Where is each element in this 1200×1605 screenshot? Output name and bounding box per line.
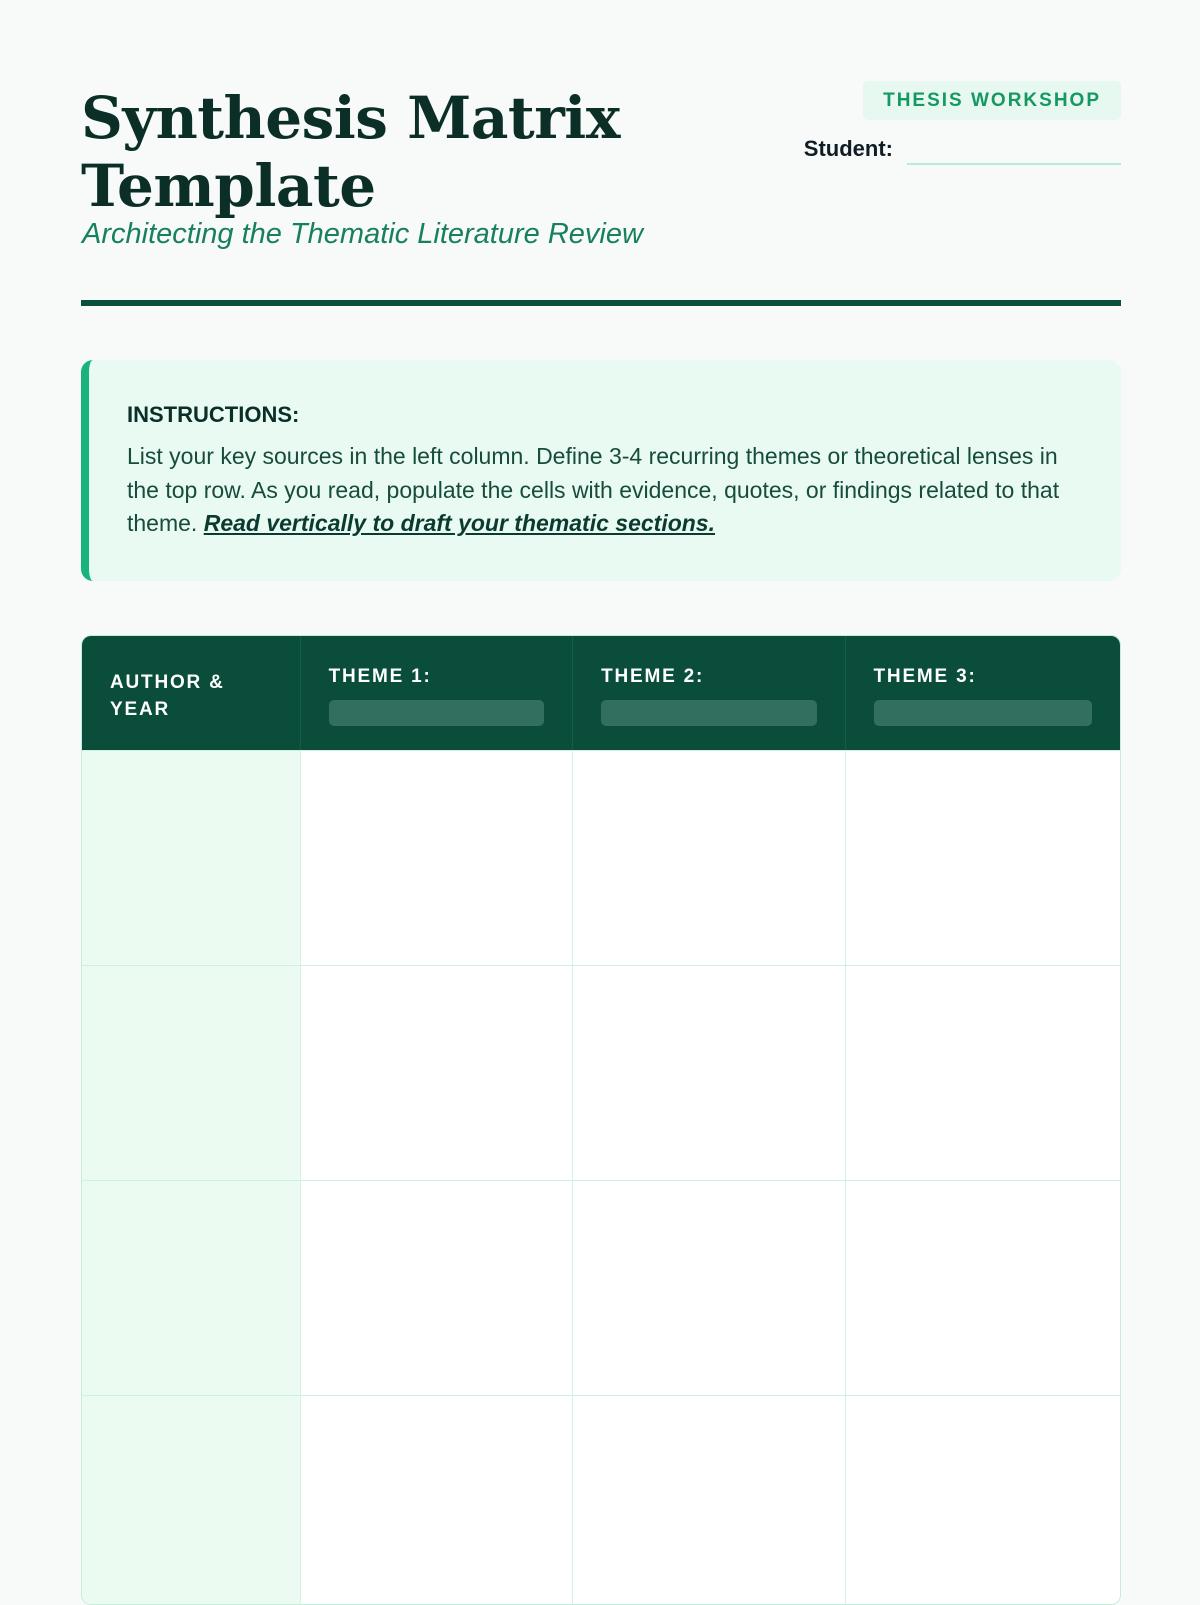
instructions-text <box>127 440 1081 541</box>
theme-1-cell[interactable] <box>301 751 573 965</box>
theme-2-cell[interactable] <box>573 966 845 1180</box>
theme-1-input[interactable] <box>329 700 544 726</box>
course-badge: THESIS WORKSHOP <box>863 81 1121 120</box>
worksheet-page <box>81 0 1121 720</box>
student-label: Student: <box>803 136 893 161</box>
table-row <box>82 750 1120 965</box>
theme-1-header <box>301 636 573 750</box>
header <box>81 0 1121 306</box>
theme-3-cell[interactable] <box>846 1396 1120 1605</box>
matrix-header-row <box>82 636 1120 750</box>
synthesis-matrix-table <box>81 635 1121 1605</box>
table-row <box>82 1180 1120 1395</box>
theme-2-input[interactable] <box>601 700 816 726</box>
table-row <box>82 1395 1120 1605</box>
student-name-input[interactable] <box>907 135 1121 165</box>
theme-3-cell[interactable] <box>846 1181 1120 1395</box>
author-year-label: AUTHOR & YEAR <box>110 672 225 720</box>
page-subtitle: Architecting the Thematic Literature Review <box>82 218 643 250</box>
theme-1-cell[interactable] <box>301 966 573 1180</box>
author-year-cell[interactable] <box>82 751 301 965</box>
theme-3-input[interactable] <box>874 700 1092 726</box>
title-line-2: Template <box>81 152 376 220</box>
author-year-header <box>82 636 301 750</box>
theme-1-cell[interactable] <box>301 1181 573 1395</box>
instructions-emphasis: Read vertically to draft your thematic sections. <box>203 510 715 536</box>
theme-1-cell[interactable] <box>301 1396 573 1605</box>
theme-2-cell[interactable] <box>573 1396 845 1605</box>
title-line-1: Synthesis Matrix <box>81 84 620 152</box>
theme-2-label: THEME 2: <box>601 666 705 687</box>
page-title <box>81 84 641 220</box>
instructions-box <box>81 360 1121 581</box>
author-year-cell[interactable] <box>82 966 301 1180</box>
theme-1-label: THEME 1: <box>328 666 432 687</box>
theme-3-header <box>846 636 1120 750</box>
instructions-body: List your key sources in the left column. Define 3-4 recurring themes or theoretical lenses in the top row. As you read, populate the cells with evidence, quotes, or findings related to that theme. <box>127 443 1060 536</box>
author-year-cell[interactable] <box>82 1181 301 1395</box>
theme-2-cell[interactable] <box>573 1181 845 1395</box>
theme-3-label: THEME 3: <box>873 666 977 687</box>
author-year-cell[interactable] <box>82 1396 301 1605</box>
theme-3-cell[interactable] <box>846 966 1120 1180</box>
theme-2-header <box>573 636 845 750</box>
instructions-heading: INSTRUCTIONS: <box>127 402 300 427</box>
theme-3-cell[interactable] <box>846 751 1120 965</box>
student-field <box>804 133 1121 165</box>
table-row <box>82 965 1120 1180</box>
header-divider <box>81 300 1121 306</box>
theme-2-cell[interactable] <box>573 751 845 965</box>
